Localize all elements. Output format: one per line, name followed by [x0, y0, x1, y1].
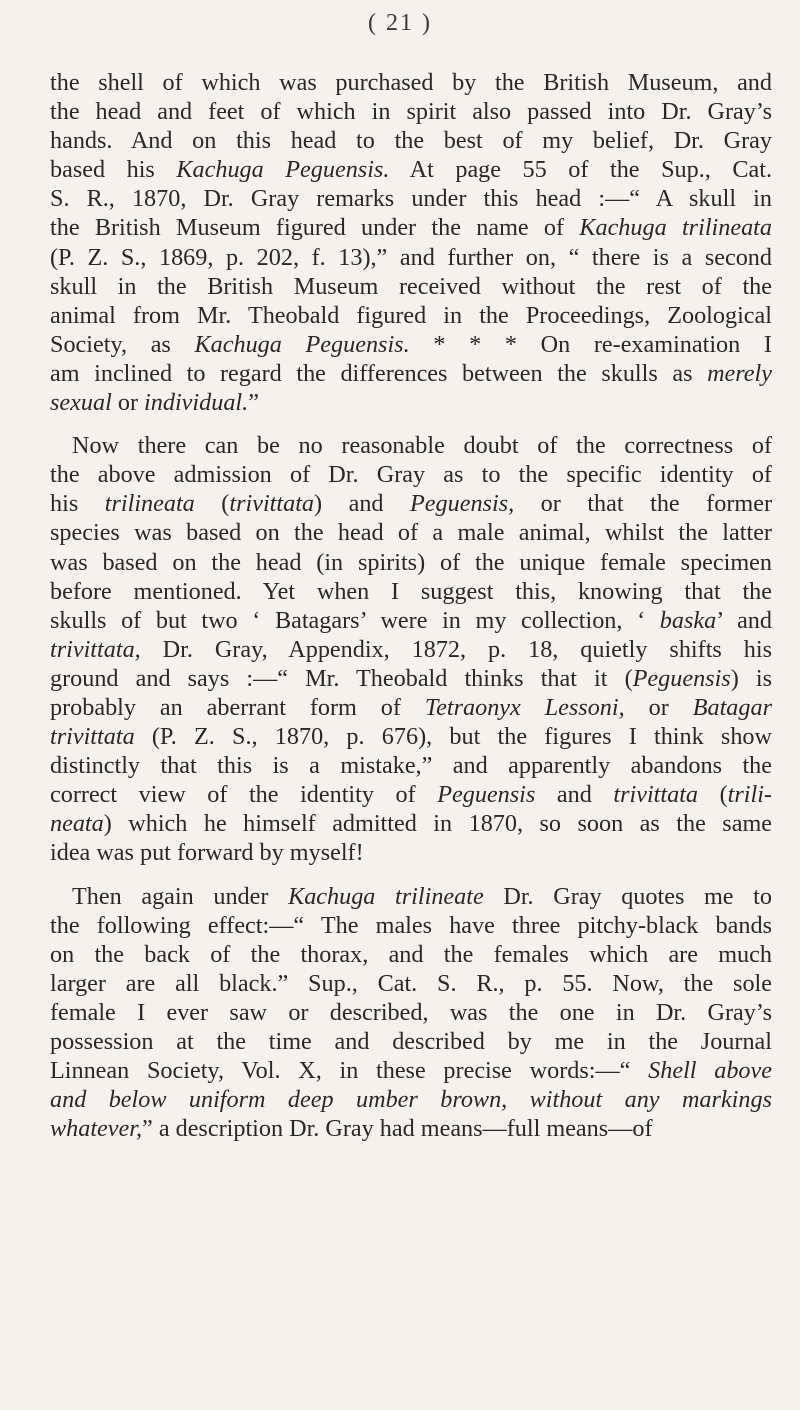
- text-line: [50, 518, 772, 547]
- text-line: [50, 243, 772, 272]
- text-line: [50, 911, 772, 940]
- text-run: (: [698, 781, 728, 809]
- italic-text: individual.: [144, 389, 249, 417]
- text-line: [50, 1027, 772, 1056]
- text-run: animal from Mr. Theobald figured in the Proceedings, Zoological: [50, 301, 772, 329]
- text-run: skulls of but two ‘ Batagars’ were in my collection, ‘: [50, 606, 660, 634]
- text-line: [50, 431, 772, 460]
- italic-text: merely: [707, 359, 772, 387]
- text-run: or: [111, 389, 145, 417]
- italic-text: trivittata: [229, 490, 315, 518]
- italic-text: neata: [50, 810, 104, 838]
- body-text: [50, 68, 772, 1143]
- page-number: ( 21 ): [368, 10, 432, 36]
- italic-text: sexual: [50, 389, 112, 417]
- italic-text: trili-: [727, 781, 772, 809]
- italic-text: Peguensis,: [410, 490, 515, 518]
- italic-text: baska: [659, 606, 717, 634]
- italic-text: Kachuga trilineate: [288, 882, 484, 910]
- text-run: distinctly that this is a mistake,” and apparently abandons the: [50, 752, 772, 780]
- text-run: (P. Z. S., 1870, p. 676), but the figures I think show: [134, 723, 772, 751]
- text-line: [50, 359, 772, 388]
- text-line: [50, 882, 772, 911]
- text-run: the head and feet of which in spirit also passed into Dr. Gray’s: [50, 98, 772, 126]
- text-run: correct view of the identity of: [50, 781, 438, 809]
- paragraph: [50, 431, 772, 867]
- italic-text: Peguensis: [437, 781, 536, 809]
- text-run: probably an aberrant form of: [50, 693, 425, 721]
- italic-text: trivittata: [613, 781, 699, 809]
- text-run: (P. Z. S., 1869, p. 202, f. 13),” and further on, “ there is a second: [50, 243, 772, 271]
- text-run: Dr. Gray quotes me to: [483, 882, 772, 910]
- italic-text: Shell above: [648, 1057, 772, 1085]
- text-run: idea was put forward by myself!: [50, 839, 364, 867]
- italic-text: Kachuga Peguensis.: [194, 330, 410, 358]
- text-run: and: [535, 781, 614, 809]
- text-line: [50, 330, 772, 359]
- text-line: [50, 722, 772, 751]
- italic-text: trivittata: [50, 723, 135, 751]
- text-run: ground and says :—“ Mr. Theobald thinks that it (: [50, 664, 633, 692]
- text-run: ) which he himself admitted in 1870, so soon as the same: [103, 810, 772, 838]
- text-run: skull in the British Museum received without the rest of the: [50, 272, 772, 300]
- text-run: ) and: [314, 490, 411, 518]
- italic-text: trivittata,: [50, 635, 141, 663]
- text-line: [50, 97, 772, 126]
- text-line: [50, 272, 772, 301]
- paragraph: [50, 68, 772, 417]
- text-run: ”: [248, 389, 259, 417]
- text-run: was based on the head (in spirits) of the unique female specimen: [50, 548, 772, 576]
- text-run: based his: [50, 156, 177, 184]
- italic-text: Kachuga Peguensis.: [176, 156, 390, 184]
- text-run: Now there can be no reasonable doubt of the correctness of: [72, 432, 772, 460]
- text-run: the following effect:—“ The males have three pitchy-black bands: [50, 911, 772, 939]
- text-line: [50, 548, 772, 577]
- text-run: Then again under: [72, 882, 289, 910]
- text-run: the above admission of Dr. Gray as to the specific identity of: [50, 461, 772, 489]
- italic-text: and below uniform deep umber brown, without any markings: [50, 1086, 772, 1114]
- text-line: [50, 489, 772, 518]
- text-line: [50, 780, 772, 809]
- text-run: am inclined to regard the differences between the skulls as: [50, 359, 708, 387]
- text-line: [50, 301, 772, 330]
- text-line: [50, 635, 772, 664]
- text-line: [50, 388, 772, 417]
- text-line: [50, 838, 772, 867]
- text-line: [50, 68, 772, 97]
- italic-text: Kachuga trilineata: [579, 214, 772, 242]
- text-line: [50, 664, 772, 693]
- text-run: female I ever saw or described, was the one in Dr. Gray’s: [50, 998, 772, 1026]
- text-line: [50, 1056, 772, 1085]
- text-run: ” a description Dr. Gray had means—full means—of: [142, 1115, 653, 1143]
- text-line: [50, 1114, 772, 1143]
- text-line: [50, 940, 772, 969]
- text-run: on the back of the thorax, and the females which are much: [50, 940, 772, 968]
- text-run: larger are all black.” Sup., Cat. S. R., p. 55. Now, the sole: [50, 969, 772, 997]
- text-line: [50, 809, 772, 838]
- text-run: his: [50, 490, 105, 518]
- text-run: before mentioned. Yet when I suggest this, knowing that the: [50, 577, 772, 605]
- text-run: possession at the time and described by me in the Journal: [50, 1028, 772, 1055]
- text-run: Dr. Gray, Appendix, 1872, p. 18, quietly shifts his: [140, 635, 772, 663]
- text-run: Society, as: [50, 330, 195, 358]
- text-line: [50, 998, 772, 1027]
- text-run: ’ and: [716, 606, 772, 634]
- text-line: [50, 126, 772, 155]
- text-line: [50, 213, 772, 242]
- paragraph: [50, 882, 772, 1144]
- text-run: * * * On re-examination I: [409, 330, 772, 358]
- text-run: Linnean Society, Vol. X, in these precise words:—“: [50, 1057, 649, 1085]
- text-line: [50, 1085, 772, 1114]
- text-line: [50, 606, 772, 635]
- text-run: hands. And on this head to the best of my belief, Dr. Gray: [50, 127, 772, 155]
- text-line: [50, 155, 772, 184]
- italic-text: whatever,: [50, 1115, 143, 1143]
- italic-text: Peguensis: [632, 664, 731, 692]
- text-run: or: [624, 693, 693, 721]
- text-line: [50, 184, 772, 213]
- text-run: S. R., 1870, Dr. Gray remarks under this head :—“ A skull in: [50, 185, 772, 213]
- text-run: At page 55 of the Sup., Cat.: [389, 156, 772, 184]
- text-run: the shell of which was purchased by the British Museum, and: [50, 69, 772, 96]
- text-run: (: [194, 490, 230, 518]
- text-line: [50, 577, 772, 606]
- text-run: species was based on the head of a male animal, whilst the latter: [50, 519, 772, 547]
- text-run: the British Museum figured under the name of: [50, 214, 580, 242]
- text-line: [50, 969, 772, 998]
- text-line: [50, 751, 772, 780]
- text-run: or that the former: [514, 490, 772, 518]
- italic-text: Batagar: [692, 693, 772, 721]
- text-line: [50, 693, 772, 722]
- text-run: ) is: [730, 664, 772, 692]
- italic-text: Tetraonyx Lessoni,: [424, 693, 625, 721]
- text-line: [50, 460, 772, 489]
- italic-text: trilineata: [104, 490, 195, 518]
